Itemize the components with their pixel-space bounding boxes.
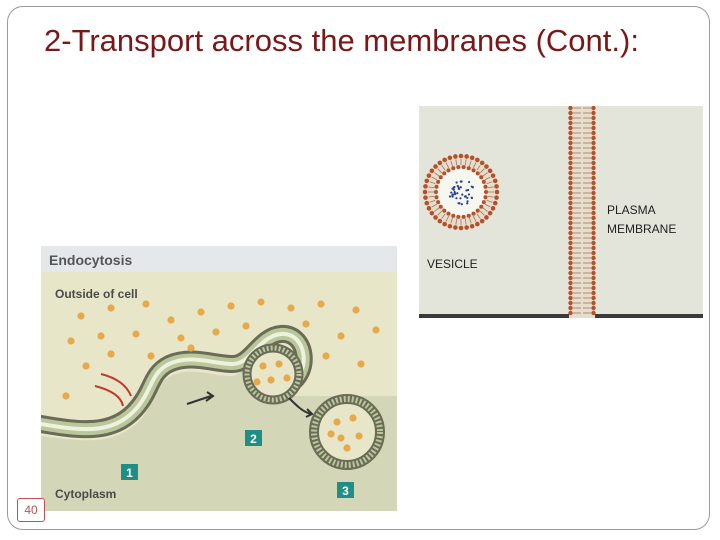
step-label-1: 1 (126, 466, 133, 480)
vesicle-diagram (419, 106, 703, 318)
plasma-membrane-label-line2: MEMBRANE (607, 222, 677, 236)
plasma-membrane (568, 106, 595, 318)
cytoplasm-label: Cytoplasm (55, 487, 117, 501)
endocytosis-title: Endocytosis (49, 252, 133, 268)
outside-of-cell-label: Outside of cell (55, 287, 138, 301)
step-label-2: 2 (250, 432, 257, 446)
endocytosis-diagram (41, 246, 397, 511)
step-label-3: 3 (342, 484, 349, 498)
page-number: 40 (17, 498, 45, 522)
vesicle (423, 154, 500, 231)
slide-title: 2-Transport across the membranes (Cont.): (44, 23, 639, 58)
vesicle-label: VESICLE (427, 257, 478, 271)
plasma-membrane-label-line1: PLASMA (607, 203, 656, 217)
